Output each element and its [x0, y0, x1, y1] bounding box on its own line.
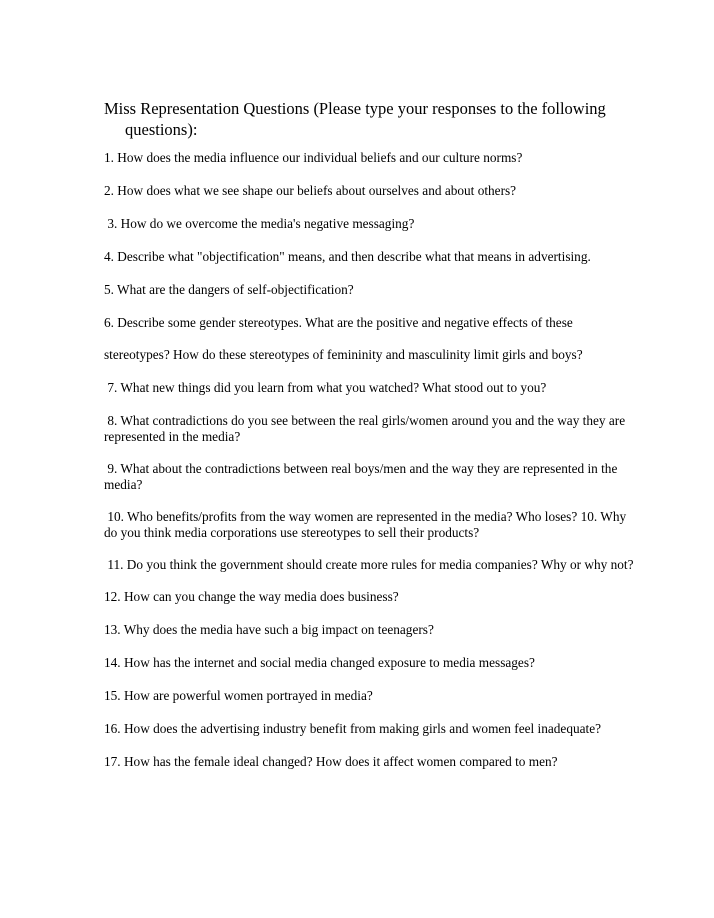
question-6-line-2: stereotypes? How do these stereotypes of femininity and masculinity limit girls and boys?	[104, 347, 583, 362]
question-3: 3. How do we overcome the media's negative messaging?	[104, 216, 415, 231]
question-4: 4. Describe what "objectification" means, and then describe what that means in advertising.	[104, 249, 591, 264]
question-17: 17. How has the female ideal changed? How does it affect women compared to men?	[104, 754, 558, 769]
question-1: 1. How does the media influence our individual beliefs and our culture norms?	[104, 150, 523, 165]
question-13: 13. Why does the media have such a big impact on teenagers?	[104, 622, 434, 637]
document-title: Miss Representation Questions (Please type your responses to the following questions):	[104, 99, 606, 139]
question-14: 14. How has the internet and social media changed exposure to media messages?	[104, 655, 535, 670]
question-10: 10. Who benefits/profits from the way women are represented in the media? Who loses? 10. Why do you think media corporations use stereotypes to sell their products?	[104, 509, 630, 540]
question-5: 5. What are the dangers of self-objectification?	[104, 282, 354, 297]
question-16: 16. How does the advertising industry benefit from making girls and women feel inadequate?	[104, 721, 602, 736]
question-12: 12. How can you change the way media does business?	[104, 589, 399, 604]
question-6-line-1: 6. Describe some gender stereotypes. What are the positive and negative effects of these	[104, 315, 573, 330]
question-15: 15. How are powerful women portrayed in media?	[104, 688, 373, 703]
question-8: 8. What contradictions do you see between the real girls/women around you and the way they are represented in the media?	[104, 413, 629, 444]
document-page	[104, 98, 634, 770]
question-9: 9. What about the contradictions between real boys/men and the way they are represented in the media?	[104, 461, 621, 492]
question-7: 7. What new things did you learn from what you watched? What stood out to you?	[104, 380, 547, 395]
question-11: 11. Do you think the government should create more rules for media companies? Why or why not?	[104, 557, 634, 572]
question-2: 2. How does what we see shape our beliefs about ourselves and about others?	[104, 183, 517, 198]
